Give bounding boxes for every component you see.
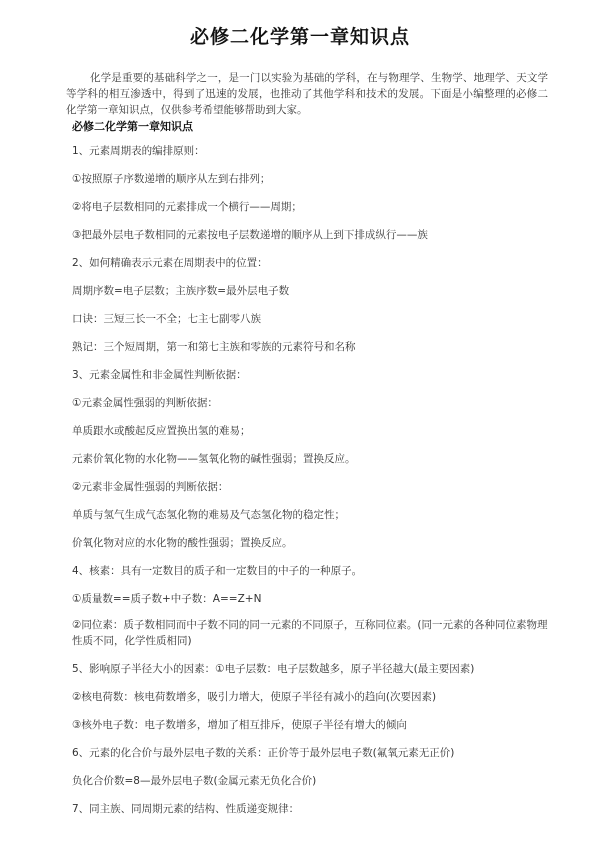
content-line: 熟记：三个短周期，第一和第七主族和零族的元素符号和名称 — [72, 341, 356, 353]
content-line: ①按照原子序数递增的顺序从左到右排列； — [72, 173, 271, 185]
content-line: 3、元素金属性和非金属性判断依据： — [72, 369, 247, 381]
content-line: ②核电荷数：核电荷数增多，吸引力增大，使原子半径有减小的趋向(次要因素) — [72, 691, 437, 703]
content-line: 2、如何精确表示元素在周期表中的位置： — [72, 257, 268, 269]
content-line: 元素价氧化物的水化物——氢氧化物的碱性强弱；置换反应。 — [72, 453, 356, 465]
content-line: 5、影响原子半径大小的因素：①电子层数：电子层数越多，原子半径越大(最主要因素) — [72, 663, 475, 675]
content-line: 口诀：三短三长一不全；七主七副零八族 — [72, 313, 261, 325]
content-line: 负化合价数=8—最外层电子数(金属元素无负化合价) — [72, 775, 317, 787]
content-line: ②同位素：质子数相同而中子数不同的同一元素的不同原子，互称同位素。(同一元素的各种同位素物理性质不同，化学性质相同) — [72, 619, 548, 647]
content-line: 单质跟水或酸起反应置换出氢的难易； — [72, 425, 251, 437]
section-heading: 必修二化学第一章知识点 — [72, 120, 193, 133]
content-line: 单质与氢气生成气态氢化物的难易及气态氢化物的稳定性； — [72, 509, 345, 521]
content-line: ②将电子层数相同的元素排成一个横行——周期； — [72, 201, 302, 213]
intro-paragraph: 化学是重要的基础科学之一，是一门以实验为基础的学科，在与物理学、生物学、地理学、天文学等学科的相互渗透中，得到了迅速的发展，也推动了其他学科和技术的发展。下面是小编整理的必修二化学第一章知识点，仅供参考希望能够帮助到大家。 — [66, 72, 548, 116]
content-line: ②元素非金属性强弱的判断依据： — [72, 481, 229, 493]
content-line: 周期序数=电子层数；主族序数=最外层电子数 — [72, 285, 290, 297]
content-line: ③核外电子数：电子数增多，增加了相互排斥，使原子半径有增大的倾向 — [72, 719, 407, 731]
content-line: ③把最外层电子数相同的元素按电子层数递增的顺序从上到下排成纵行——族 — [72, 229, 428, 241]
content-line: 7、同主族、同周期元素的结构、性质递变规律： — [72, 803, 300, 815]
content-line: ①质量数==质子数+中子数：A==Z+N — [72, 593, 262, 605]
document-title: 必修二化学第一章知识点 — [189, 26, 410, 48]
content-line: 价氧化物对应的水化物的酸性强弱；置换反应。 — [72, 537, 293, 549]
content-line: 4、核素：具有一定数目的质子和一定数目的中子的一种原子。 — [72, 565, 363, 577]
content-line: 6、元素的化合价与最外层电子数的关系：正价等于最外层电子数(氟氧元素无正价) — [72, 747, 455, 759]
content-line: 1、元素周期表的编排原则： — [72, 145, 205, 157]
content-line: ①元素金属性强弱的判断依据： — [72, 397, 218, 409]
